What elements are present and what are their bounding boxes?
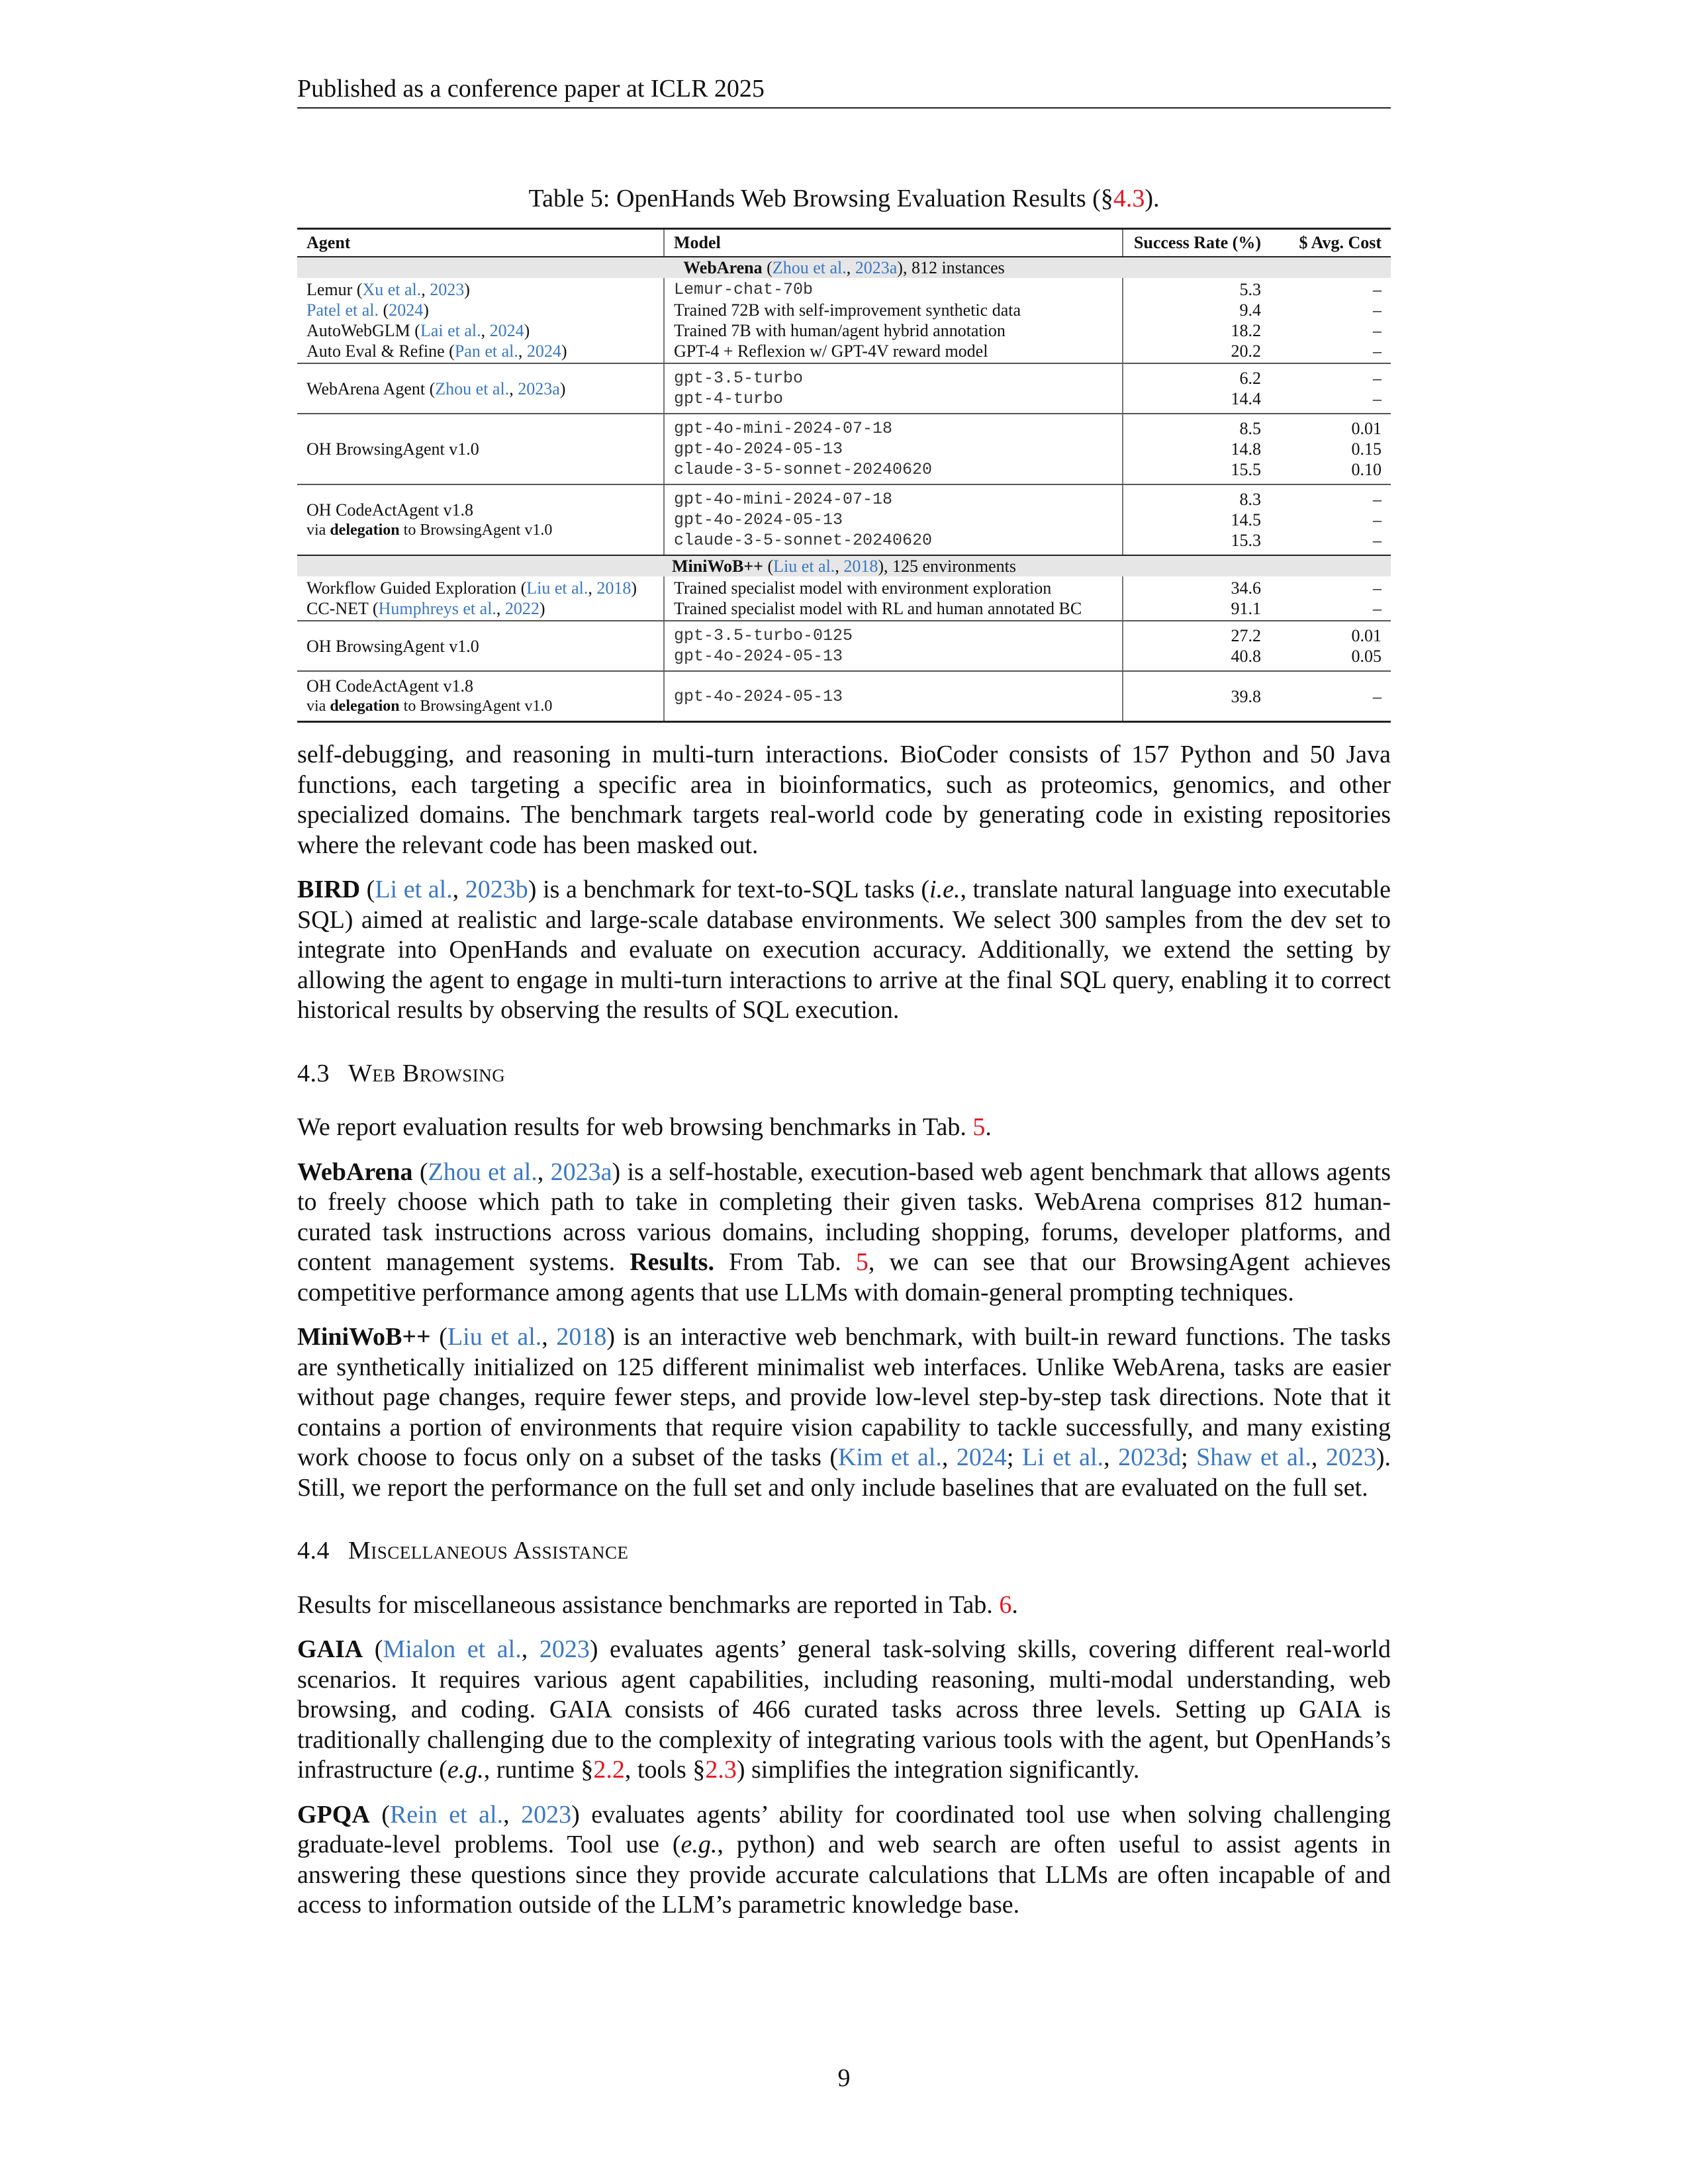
table-row-agent: OH BrowsingAgent v1.0 <box>306 636 479 656</box>
table-cell-rate: 14.5 <box>1231 510 1261 529</box>
table-cell-rate: 27.2 <box>1231 626 1261 645</box>
table-cell-cost: 0.10 <box>1351 460 1382 479</box>
table-cell-model: gpt-4o-mini-2024-07-18 <box>674 419 893 438</box>
citation-link[interactable]: 2024 <box>389 300 424 320</box>
citation-link[interactable]: Patel et al. <box>306 300 379 320</box>
citation-link[interactable]: Pan et al. <box>454 341 518 361</box>
citation-link[interactable]: 2024 <box>526 341 561 361</box>
citation-link[interactable]: Shaw et al. <box>1196 1443 1311 1471</box>
header-agent: Agent <box>297 230 665 256</box>
table-row-agent: Patel et al. (2024) <box>306 300 429 320</box>
table-group-baselines <box>297 278 1391 364</box>
table-row-agent: CC-NET (Humphreys et al., 2022) <box>306 599 545 618</box>
section-heading-4-4: 4.4 Miscellaneous Assistance <box>297 1537 629 1565</box>
table-cell-rate: 34.6 <box>1231 578 1261 598</box>
table-cell-cost: 0.05 <box>1351 647 1382 666</box>
header-avg-cost: $ Avg. Cost <box>1299 233 1382 252</box>
table-row-agent-note: via delegation to BrowsingAgent v1.0 <box>306 698 553 715</box>
table-ref-link[interactable]: 5 <box>855 1248 868 1276</box>
table-cell-rate: 14.4 <box>1231 389 1261 408</box>
table-row-agent: OH CodeActAgent v1.8 <box>306 500 474 520</box>
table-cell-cost: – <box>1373 599 1382 618</box>
citation-link[interactable]: Li et al. <box>1021 1443 1104 1471</box>
table-cell-model: gpt-4o-2024-05-13 <box>674 647 843 666</box>
table-header-row <box>297 230 1391 257</box>
table-cell-model: claude-3-5-sonnet-20240620 <box>674 531 933 550</box>
section-ref-link[interactable]: 2.3 <box>705 1756 737 1784</box>
table-row-agent: Lemur (Xu et al., 2023) <box>306 280 470 299</box>
table-cell-rate: 8.5 <box>1239 419 1261 438</box>
page-number: 9 <box>837 2064 851 2092</box>
table-cell-rate: 39.8 <box>1231 686 1261 706</box>
citation-link[interactable]: 2023a <box>518 379 560 398</box>
paragraph-gpqa: GPQA (Rein et al., 2023) evaluates agents’ ability for coordinated tool use when solving challenging graduate-level problems. Tool use (e.g., python) and web search are often useful to assist agents in answering these questions since they provide accurate calculations that LLMs are often incapable of and access to information outside of the LLM’s parametric knowledge base. <box>297 1800 1391 1919</box>
table-cell-cost: – <box>1373 686 1382 706</box>
table-group-oh-codeact <box>297 485 1391 556</box>
table-cell-model: Trained specialist model with RL and human annotated BC <box>674 599 1082 618</box>
citation-link[interactable]: Zhou et al. <box>772 258 847 277</box>
table-cell-model: gpt-3.5-turbo-0125 <box>674 626 853 645</box>
table-group-webarena-agent <box>297 364 1391 414</box>
table-cell-cost: 0.01 <box>1351 419 1382 438</box>
section-row-miniwob: MiniWoB++ (Liu et al., 2018), 125 environments <box>297 556 1391 576</box>
header-model: Model <box>665 230 1123 256</box>
paper-page <box>297 0 1391 2184</box>
table-caption: Table 5: OpenHands Web Browsing Evaluation Results (§4.3). <box>528 185 1160 212</box>
section-ref-link[interactable]: 2.2 <box>593 1756 625 1784</box>
citation-link[interactable]: 2018 <box>843 557 878 576</box>
citation-link[interactable]: Kim et al. <box>838 1443 942 1471</box>
table-ref-link[interactable]: 6 <box>999 1590 1012 1619</box>
citation-link[interactable]: 2024 <box>489 321 524 340</box>
citation-link[interactable]: Liu et al. <box>447 1323 542 1351</box>
citation-link[interactable]: 2024 <box>956 1443 1007 1471</box>
table-cell-model: gpt-4-turbo <box>674 389 784 408</box>
paragraph-report: We report evaluation results for web browsing benchmarks in Tab. 5. <box>297 1113 992 1141</box>
section-row-webarena: WebArena (Zhou et al., 2023a), 812 instances <box>297 257 1391 278</box>
table-ref-link[interactable]: 5 <box>972 1113 986 1141</box>
table-cell-model: gpt-4o-2024-05-13 <box>674 686 843 706</box>
table-cell-cost: – <box>1373 578 1382 598</box>
citation-link[interactable]: Zhou et al. <box>435 379 510 398</box>
table-cell-model: Lemur-chat-70b <box>674 280 814 299</box>
table-group-miniwob-baselines <box>297 576 1391 621</box>
table-cell-rate: 18.2 <box>1231 321 1261 340</box>
table-cell-cost: – <box>1373 531 1382 550</box>
table-row-agent-note: via delegation to BrowsingAgent v1.0 <box>306 521 553 539</box>
table-cell-model: gpt-4o-2024-05-13 <box>674 439 843 459</box>
citation-link[interactable]: 2023a <box>855 258 898 277</box>
citation-link[interactable]: Mialon et al. <box>383 1635 522 1663</box>
table-cell-cost: – <box>1373 300 1382 320</box>
paragraph-misc: Results for miscellaneous assistance benchmarks are reported in Tab. 6. <box>297 1590 1018 1619</box>
citation-link[interactable]: Zhou et al. <box>428 1158 538 1186</box>
table-group-oh-browsing <box>297 414 1391 485</box>
table-cell-rate: 91.1 <box>1231 599 1261 618</box>
table-cell-model: gpt-4o-2024-05-13 <box>674 510 843 529</box>
citation-link[interactable]: Liu et al. <box>773 557 835 576</box>
citation-link[interactable]: Xu et al. <box>362 280 422 299</box>
table-cell-rate: 40.8 <box>1231 647 1261 666</box>
citation-link[interactable]: 2023 <box>1325 1443 1376 1471</box>
section-ref-link[interactable]: 4.3 <box>1113 185 1145 212</box>
citation-link[interactable]: Li et al. <box>375 876 453 903</box>
table-cell-model: gpt-3.5-turbo <box>674 369 804 388</box>
table-cell-cost: – <box>1373 490 1382 509</box>
table-cell-model: Trained 7B with human/agent hybrid annotation <box>674 321 1006 340</box>
results-table <box>297 228 1391 723</box>
citation-link[interactable]: Lai et al. <box>420 321 481 340</box>
table-cell-rate: 20.2 <box>1231 341 1261 361</box>
table-cell-rate: 15.3 <box>1231 531 1261 550</box>
citation-link[interactable]: 2023b <box>465 876 528 903</box>
paragraph-bird: BIRD (Li et al., 2023b) is a benchmark for text-to-SQL tasks (i.e., translate natural language into executable SQL) aimed at realistic and large-scale database environments. We select 300 samples from the dev set to integrate into OpenHands and evaluate on execution accuracy. Additionally, we extend the setting by allowing the agent to engage in multi-turn interactions to arrive at the final SQL query, enabling it to correct historical results by observing the results of SQL execution. <box>297 876 1391 1024</box>
table-cell-model: claude-3-5-sonnet-20240620 <box>674 460 933 479</box>
citation-link[interactable]: 2023 <box>539 1635 590 1663</box>
table-cell-model: Trained 72B with self-improvement synthetic data <box>674 300 1021 320</box>
table-cell-cost: – <box>1373 280 1382 299</box>
table-row-agent: Workflow Guided Exploration (Liu et al., 2018) <box>306 578 637 598</box>
running-header: Published as a conference paper at ICLR 2025 <box>297 73 1391 109</box>
table-row-agent: WebArena Agent (Zhou et al., 2023a) <box>306 379 566 398</box>
table-cell-rate: 14.8 <box>1231 439 1261 459</box>
table-cell-model: gpt-4o-mini-2024-07-18 <box>674 490 893 509</box>
table-cell-rate: 6.2 <box>1239 369 1261 388</box>
table-row-agent: OH BrowsingAgent v1.0 <box>306 439 479 459</box>
section-heading-4-3: 4.3 Web Browsing <box>297 1059 506 1087</box>
table-group-miniwob-browsing <box>297 621 1391 672</box>
paragraph-gaia: GAIA (Mialon et al., 2023) evaluates agents’ general task-solving skills, covering different real-world scenarios. It requires various agent capabilities, including reasoning, multi-modal understanding, web browsing, and coding. GAIA consists of 466 curated tasks across three levels. Setting up GAIA is traditionally challenging due to the complexity of integrating various tools with the agent, but OpenHands’s infrastructure (e.g., runtime §2.2, tools §2.3) simplifies the integration significantly. <box>297 1635 1391 1784</box>
citation-link[interactable]: Humphreys et al. <box>378 599 496 618</box>
table-row-agent: AutoWebGLM (Lai et al., 2024) <box>306 321 530 340</box>
table-cell-model: GPT-4 + Reflexion w/ GPT-4V reward model <box>674 341 988 361</box>
citation-link[interactable]: 2023d <box>1118 1443 1182 1471</box>
citation-link[interactable]: 2023 <box>430 280 465 299</box>
table-cell-cost: 0.15 <box>1351 439 1382 459</box>
citation-link[interactable]: Rein et al. <box>389 1800 504 1829</box>
citation-link[interactable]: 2023a <box>550 1158 612 1186</box>
citation-link[interactable]: 2018 <box>556 1323 607 1351</box>
table-cell-cost: – <box>1373 369 1382 388</box>
table-cell-cost: – <box>1373 510 1382 529</box>
table-row-agent: Auto Eval & Refine (Pan et al., 2024) <box>306 341 567 361</box>
paragraph-biocoder: self-debugging, and reasoning in multi-turn interactions. BioCoder consists of 157 Python and 50 Java functions, each targeting a specific area in bioinformatics, such as proteomics, genomics, and other specialized domains. The benchmark targets real-world code by generating code in existing repositories where the relevant code has been masked out. <box>297 741 1391 859</box>
table-cell-cost: – <box>1373 321 1382 340</box>
table-cell-rate: 5.3 <box>1239 280 1261 299</box>
paragraph-webarena: WebArena (Zhou et al., 2023a) is a self-hostable, execution-based web agent benchmark that allows agents to freely choose which path to take in completing their given tasks. WebArena comprises 812 human-curated task instructions across various domains, including shopping, forums, developer platforms, and content management systems. Results. From Tab. 5, we can see that our BrowsingAgent achieves competitive performance among agents that use LLMs with domain-general prompting techniques. <box>297 1158 1391 1306</box>
table-row-agent: OH CodeActAgent v1.8 <box>306 676 474 696</box>
header-success-rate: Success Rate (%) <box>1133 233 1261 252</box>
citation-link[interactable]: 2023 <box>521 1800 572 1829</box>
paragraph-miniwob: MiniWoB++ (Liu et al., 2018) is an interactive web benchmark, with built-in reward functions. The tasks are synthetically initialized on 125 different minimalist web interfaces. Unlike WebArena, tasks are easier without page changes, require fewer steps, and provide low-level step-by-step task directions. Note that it contains a portion of environments that require vision capability to tackle successfully, and many existing work choose to focus only on a subset of the tasks (Kim et al., 2024; Li et al., 2023d; Shaw et al., 2023). Still, we report the performance on the full set and only include baselines that are evaluated on the full set. <box>297 1323 1391 1502</box>
table-cell-rate: 8.3 <box>1239 490 1261 509</box>
table-cell-rate: 15.5 <box>1231 460 1261 479</box>
table-cell-model: Trained specialist model with environment exploration <box>674 578 1052 598</box>
table-cell-cost: – <box>1373 341 1382 361</box>
table-group-miniwob-codeact <box>297 672 1391 721</box>
citation-link[interactable]: 2018 <box>596 578 632 598</box>
table-cell-rate: 9.4 <box>1239 300 1261 320</box>
table-cell-cost: – <box>1373 389 1382 408</box>
citation-link[interactable]: Liu et al. <box>526 578 588 598</box>
table-cell-cost: 0.01 <box>1351 626 1382 645</box>
body-text <box>297 740 1391 1935</box>
citation-link[interactable]: 2022 <box>504 599 539 618</box>
